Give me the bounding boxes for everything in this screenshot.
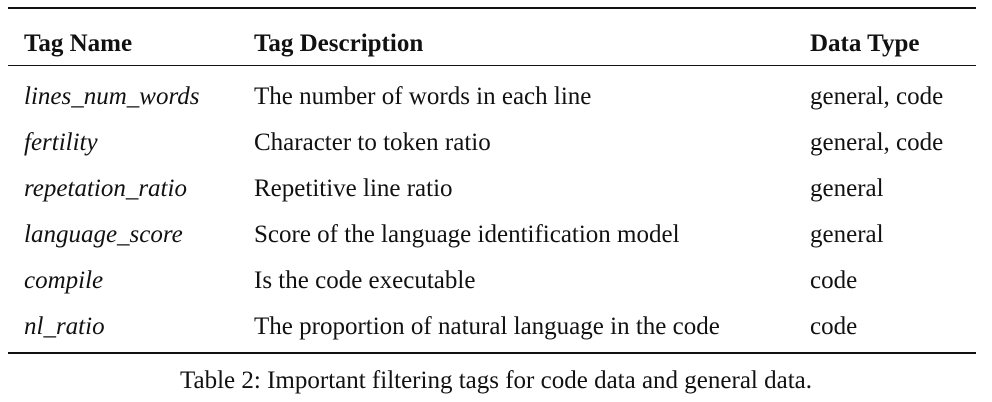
table-row xyxy=(8,118,976,164)
data-type-cell: code xyxy=(810,313,858,340)
data-type-cell: general xyxy=(810,175,884,202)
tag-description-cell: Repetitive line ratio xyxy=(254,175,453,202)
table-bottom-rule xyxy=(8,352,976,354)
table-caption: Table 2: Important filtering tags for code data and general data. xyxy=(179,367,813,394)
table-row xyxy=(8,66,976,118)
header-tag-name: Tag Name xyxy=(24,30,133,57)
header-data-type: Data Type xyxy=(810,30,920,57)
table-row xyxy=(8,210,976,256)
table-header-row xyxy=(8,9,976,65)
header-tag-description: Tag Description xyxy=(254,30,424,57)
tag-name-cell: nl_ratio xyxy=(24,313,105,340)
tag-description-cell: The number of words in each line xyxy=(254,83,592,110)
table-row xyxy=(8,256,976,302)
data-type-cell: general, code xyxy=(810,129,944,156)
data-type-cell: general, code xyxy=(810,83,944,110)
tag-name-cell: repetation_ratio xyxy=(24,175,187,202)
tag-name-cell: language_score xyxy=(24,221,183,248)
tag-description-cell: Is the code executable xyxy=(254,267,476,294)
tag-description-cell: Score of the language identification model xyxy=(254,221,680,248)
data-type-cell: general xyxy=(810,221,884,248)
tag-name-cell: fertility xyxy=(24,129,98,156)
tag-description-cell: Character to token ratio xyxy=(254,129,491,156)
data-type-cell: code xyxy=(810,267,858,294)
table-row xyxy=(8,164,976,210)
tag-name-cell: compile xyxy=(24,267,104,294)
filtering-tags-table xyxy=(8,7,976,354)
tag-description-cell: The proportion of natural language in the code xyxy=(254,313,720,340)
table-row xyxy=(8,302,976,352)
tag-name-cell: lines_num_words xyxy=(24,83,200,110)
